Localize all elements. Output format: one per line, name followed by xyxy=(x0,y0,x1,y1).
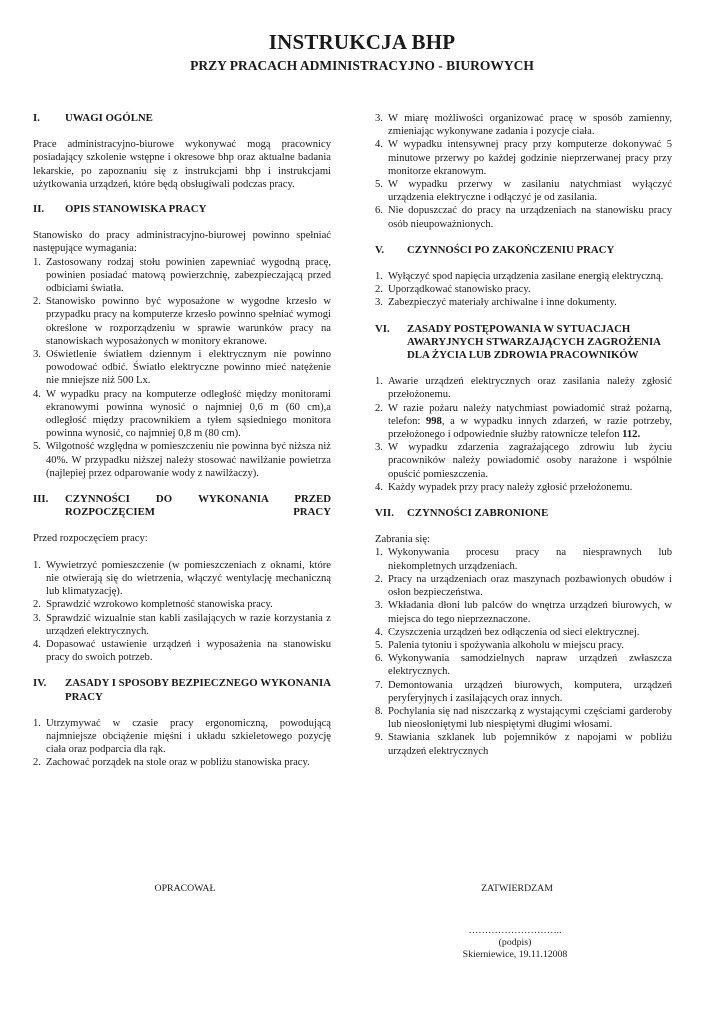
list-item: 1. Awarie urządzeń elektrycznych oraz zasilania należy zgłosić przełożonemu. xyxy=(375,376,672,401)
section-heading-4: IV. ZASADY I SPOSOBY BEZPIECZNEGO WYKONANIA PRACY xyxy=(33,677,331,703)
list-item: 6. Wykonywania samodzielnych napraw urządzeń zwłaszcza elektrycznych. xyxy=(375,653,672,678)
list-item: 3. Zabezpieczyć materiały archiwalne i inne dokumenty. xyxy=(375,297,617,309)
section-7-list xyxy=(375,546,672,757)
section-3-list xyxy=(33,559,331,665)
list-item: 1. Wywietrzyć pomieszczenie (w pomieszczeniach z oknami, które nie otwierają się do wietrzenia, włączyć wentylację mechaniczną lub klimatyzację). xyxy=(33,559,331,598)
list-item: 5. Palenia tytoniu i spożywania alkoholu w miejscu pracy. xyxy=(375,639,624,651)
section-heading-1: I. UWAGI OGÓLNE xyxy=(33,112,153,124)
section-6-list xyxy=(375,375,672,494)
document-subtitle: PRZY PRACACH ADMINISTRACYJNO - BIUROWYCH xyxy=(190,58,534,73)
left-column xyxy=(33,112,331,770)
list-item: 3. Wkładania dłoni lub palców do wnętrza urządzeń biurowych, w miejsca do tego nieprzeznaczone. xyxy=(375,600,672,625)
list-item: 4. W wypadku intensywnej pracy przy komputerze dokonywać 5 minutowe przerwy po każdej godzinie nieprzerwanej pracy przy monitorze ekranowym. xyxy=(375,139,672,177)
list-item: 1. Zastosowany rodzaj stołu powinien zapewniać wygodną pracę, powinien posiadać matową powierzchnię, zabezpieczającą przed odbiciami światła. xyxy=(33,256,331,295)
list-item: 6. Nie dopuszczać do pracy na urządzeniach na stanowisku pracy osób nieupoważnionych. xyxy=(375,205,672,230)
list-item: 9. Stawiania szklanek lub pojemników z napojami w pobliżu urządzeń elektrycznych xyxy=(375,732,672,757)
list-item: 7. Demontowania urządzeń biurowych, komputera, urządzeń peryferyjnych i zasilających oraz innych. xyxy=(375,679,672,704)
list-item: 3. W wypadku zdarzenia zagrażającego zdrowiu lub życiu pracowników należy powiadomić osoby narażone i wspólnie opuścić pomieszczenia. xyxy=(375,442,672,480)
list-item: 1. Utrzymywać w czasie pracy ergonomiczną, powodującą najmniejsze obciążenie mięśni i układu szkieletowego pozycję ciała oraz podparcia dla rąk. xyxy=(33,717,331,756)
section-2-list xyxy=(33,256,331,480)
list-item: 4. Czyszczenia urządzeń bez odłączenia od sieci elektrycznej. xyxy=(375,626,640,638)
list-item: 3. W miarę możliwości organizować pracę w sposób zamienny, zmieniając wykonywane zadania i pozycje ciała. xyxy=(375,113,672,138)
place-date: Skierniewice, 19.11.12008 xyxy=(462,949,568,961)
document-title: INSTRUKCJA BHP xyxy=(268,30,456,54)
list-item: 3. Oświetlenie światłem dziennym i elektrycznym nie powinno powodować odbić. Światło elektryczne powinno mieć natężenie nie mniejsze niż 500 Lx. xyxy=(33,349,331,387)
section-heading-6: VI. ZASADY POSTĘPOWANIA W SYTUACJACH AWARYJNYCH STWARZAJĄCYCH ZAGROŻENIA DLA ŻYCIA LUB ZDROWIA PRACOWNIKÓW xyxy=(375,322,661,362)
list-item: 2. Zachować porządek na stole oraz w pobliżu stanowiska pracy. xyxy=(33,757,310,769)
signature-block xyxy=(430,925,600,962)
prepared-by-label: OPRACOWAŁ xyxy=(154,883,216,894)
section-4-list-part-1 xyxy=(33,717,331,770)
section-heading-2: II. OPIS STANOWISKA PRACY xyxy=(33,203,207,216)
list-item: 5. W wypadku przerwy w zasilaniu natychmiast wyłączyć urządzenia elektryczne i odłączyć je od zasilania. xyxy=(375,179,672,204)
section-2-intro: Stanowisko do pracy administracyjno-biurowej powinno spełniać następujące wymagania: xyxy=(33,230,331,255)
list-item: 2. Uporządkować stanowisko pracy. xyxy=(375,284,531,296)
signature-line: ……………………….. xyxy=(468,925,562,936)
list-item: 4. Każdy wypadek przy pracy należy zgłosić przełożonemu. xyxy=(375,481,633,493)
approved-label: ZATWIERDZAM xyxy=(481,883,553,894)
section-5-list xyxy=(375,270,672,310)
fire-brigade-number: 998 xyxy=(425,415,442,427)
list-item: 2. Stanowisko powinno być wyposażone w wygodne krzesło w przypadku pracy na komputerze krzesło powinno spełniać wymogi określone w rozporządzeniu w sprawie warunków pracy na stanowiskach wyposażonych w monitory ekranowe. xyxy=(33,296,331,347)
list-item: 2. W razie pożaru należy natychmiast powiadomić straż pożarną, telefon: 998, a w wypadku innych zdarzeń, w razie potrzeby, przełożonego i odpowiednie służby ratownicze telefon 112. xyxy=(375,402,673,441)
list-item: 4. Dopasować ustawienie urządzeń i wyposażenia na stanowisku pracy do swoich potrzeb. xyxy=(33,638,331,664)
section-3-intro: Przed rozpoczęciem pracy: xyxy=(33,533,148,545)
list-item: 8. Pochylania się nad niszczarką z wystającymi częściami garderoby lub nieosłoniętymi lub niespiętymi długimi włosami. xyxy=(375,705,672,731)
list-item: 1. Wykonywania procesu pracy na niesprawnych lub niekompletnych urządzeniach. xyxy=(375,547,672,572)
section-heading-7: VII. CZYNNOŚCI ZABRONIONE xyxy=(375,507,549,520)
list-item: 2. Pracy na urządzeniach oraz maszynach pozbawionych obudów i osłon bezpieczeństwa. xyxy=(375,573,672,599)
right-column xyxy=(375,112,672,758)
list-item: 5. Wilgotność względna w pomieszczeniu nie powinna być niższa niż 40%. W przypadku niższej należy stosować nawilżanie powietrza (najlepiej przez odparowanie wody z nawilżaczy). xyxy=(33,441,331,479)
section-1-body: Prace administracyjno-biurowe wykonywać mogą pracownicy posiadający szkolenie wstępne i okresowe bhp oraz aktualne badania lekarskie, po zapoznaniu się z instrukcjami bhp i instrukcjami użytkowania urządzeń, które będą obsługiwali podczas pracy. xyxy=(33,139,331,190)
list-item: 2. Sprawdzić wzrokowo kompletność stanowiska pracy. xyxy=(33,599,273,611)
section-heading-5: V. CZYNNOŚCI PO ZAKOŃCZENIU PRACY xyxy=(375,243,615,256)
list-item: 4. W wypadku pracy na komputerze odległość między monitorami ekranowymi powinna wynosić o najmniej 0,6 m (60 cm),a odległość między pracownikiem a tyłem sąsiedniego monitora powinna wynosić, co najmniej 0,8 m (80 cm). xyxy=(33,388,331,440)
list-item: 3. Sprawdzić wizualnie stan kabli zasilających w razie korzystania z urządzeń elektrycznych. xyxy=(33,612,331,637)
list-item: 1. Wyłączyć spod napięcia urządzenia zasilane energią elektryczną. xyxy=(375,271,664,283)
section-7-intro: Zabrania się: xyxy=(375,534,431,546)
rescue-number: 112. xyxy=(622,429,641,441)
section-4-list-part-2 xyxy=(375,112,672,231)
section-heading-3: III. CZYNNOŚCI DO WYKONANIA PRZED ROZPOCZĘCIEM PRACY xyxy=(33,493,331,519)
signature-caption: (podpis) xyxy=(498,937,532,949)
